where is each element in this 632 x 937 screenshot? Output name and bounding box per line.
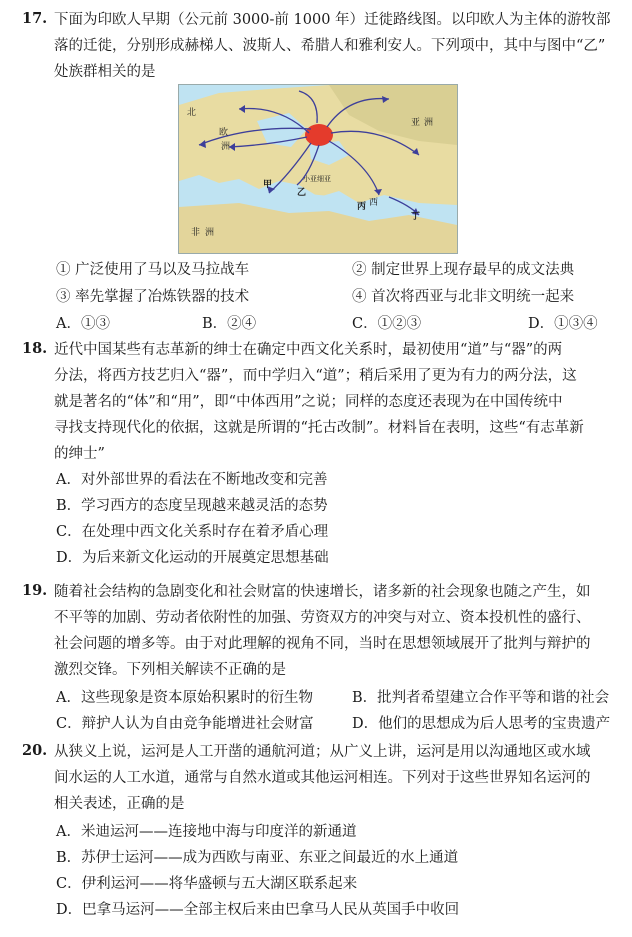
option-d[interactable]: D．巴拿马运河——全部主权后来由巴拿马人民从英国手中收回 bbox=[56, 902, 460, 918]
option-b[interactable]: B．②④ bbox=[202, 316, 257, 332]
option-c[interactable]: C．①②③ bbox=[352, 316, 422, 332]
map-label-zhou: 洲 bbox=[221, 142, 231, 152]
statement: ① 广泛使用了马以及马拉战车 bbox=[56, 262, 250, 278]
option-d[interactable]: D．他们的思想成为后人思考的宝贵遗产 bbox=[352, 716, 611, 732]
question-text-line: 社会问题的增多等。由于对此理解的视角不同，当时在思想领域展开了批判与辩护的 bbox=[54, 636, 591, 652]
question-text-line: 的绅士” bbox=[54, 446, 105, 462]
question-text-line: 间水运的人工水道，通常与自然水道或其他运河相连。下列对于这些世界知名运河的 bbox=[54, 770, 591, 786]
map-label-asia-minor: 小亚细亚 bbox=[303, 175, 331, 183]
option-b[interactable]: B．批判者希望建立合作平等和谐的社会 bbox=[352, 690, 610, 706]
option-c[interactable]: C．伊利运河——将华盛顿与五大湖区联系起来 bbox=[56, 876, 358, 892]
option-c[interactable]: C．在处理中西文化关系时存在着矛盾心理 bbox=[56, 524, 329, 540]
question-text-line: 不平等的加剧、劳动者依附性的加强、劳资双方的冲突与对立、资本投机性的盛行、 bbox=[54, 610, 591, 626]
question-text-line: 就是著名的“体”和“用”，即“中体西用”之说；同样的态度还表现为在中国传统中 bbox=[54, 394, 563, 410]
map-label-jia: 甲 bbox=[263, 180, 273, 190]
option-a[interactable]: A．①③ bbox=[56, 316, 110, 332]
option-b[interactable]: B．苏伊士运河——成为西欧与南亚、东亚之间最近的水上通道 bbox=[56, 850, 459, 866]
map-label-yi: 乙 bbox=[297, 188, 307, 198]
option-c[interactable]: C．辩护人认为自由竞争能增进社会财富 bbox=[56, 716, 314, 732]
map-label-ou: 欧 bbox=[219, 128, 229, 138]
statement: ② 制定世界上现存最早的成文法典 bbox=[352, 262, 575, 278]
map-label-zhou-asia: 洲 bbox=[424, 118, 434, 128]
statement: ③ 率先掌握了冶炼铁器的技术 bbox=[56, 289, 250, 305]
question-text-line: 近代中国某些有志革新的绅士在确定中西文化关系时，最初使用“道”与“器”的两 bbox=[54, 342, 563, 358]
question-text-line: 相关表述，正确的是 bbox=[54, 796, 185, 812]
question-number: 17. bbox=[22, 10, 48, 27]
question-number: 18. bbox=[22, 340, 48, 357]
option-b[interactable]: B．学习西方的态度呈现越来越灵活的态势 bbox=[56, 498, 328, 514]
option-d[interactable]: D．①③④ bbox=[528, 316, 598, 332]
question-text-line: 处族群相关的是 bbox=[54, 64, 156, 80]
migration-map-graphic bbox=[179, 85, 457, 253]
map-label-zhou-africa: 洲 bbox=[205, 228, 215, 238]
question-text-line: 激烈交锋。下列相关解读不正确的是 bbox=[54, 662, 286, 678]
map-label-bei: 北 bbox=[187, 108, 197, 118]
option-d[interactable]: D．为后来新文化运动的开展奠定思想基础 bbox=[56, 550, 329, 566]
question-text-line: 寻找支持现代化的依据，这就是所谓的“托古改制”。材料旨在表明，这些“有志革新 bbox=[54, 420, 584, 436]
question-text-line: 从狭义上说，运河是人工开凿的通航河道；从广义上讲，运河是用以沟通地区或水域 bbox=[54, 744, 591, 760]
statement: ④ 首次将西亚与北非文明统一起来 bbox=[352, 289, 575, 305]
option-a[interactable]: A．米迪运河——连接地中海与印度洋的新通道 bbox=[56, 824, 357, 840]
map-label-bing: 丙 bbox=[357, 202, 367, 212]
option-a[interactable]: A．这些现象是资本原始积累时的衍生物 bbox=[56, 690, 313, 706]
question-text-line: 下面为印欧人早期（公元前 3000-前 1000 年）迁徙路线图。以印欧人为主体的游牧部 bbox=[54, 12, 611, 28]
question-text-line: 随着社会结构的急剧变化和社会财富的快速增长，诸多新的社会现象也随之产生，如 bbox=[54, 584, 591, 600]
option-a[interactable]: A．对外部世界的看法在不断地改变和完善 bbox=[56, 472, 328, 488]
migration-map bbox=[178, 84, 458, 254]
map-label-ding: 丁 bbox=[411, 212, 421, 222]
question-text-line: 分法，将西方技艺归入“器”，而中学归入“道”；稍后采用了更为有力的两分法，这 bbox=[54, 368, 577, 384]
map-label-xi: 西 bbox=[369, 198, 379, 208]
question-number: 19. bbox=[22, 582, 48, 599]
map-label-fei: 非 bbox=[191, 228, 201, 238]
question-text-line: 落的迁徙，分别形成赫梯人、波斯人、希腊人和雅利安人。下列项中，其中与图中“乙” bbox=[54, 38, 606, 54]
map-label-ya: 亚 bbox=[411, 118, 421, 128]
question-number: 20. bbox=[22, 742, 48, 759]
